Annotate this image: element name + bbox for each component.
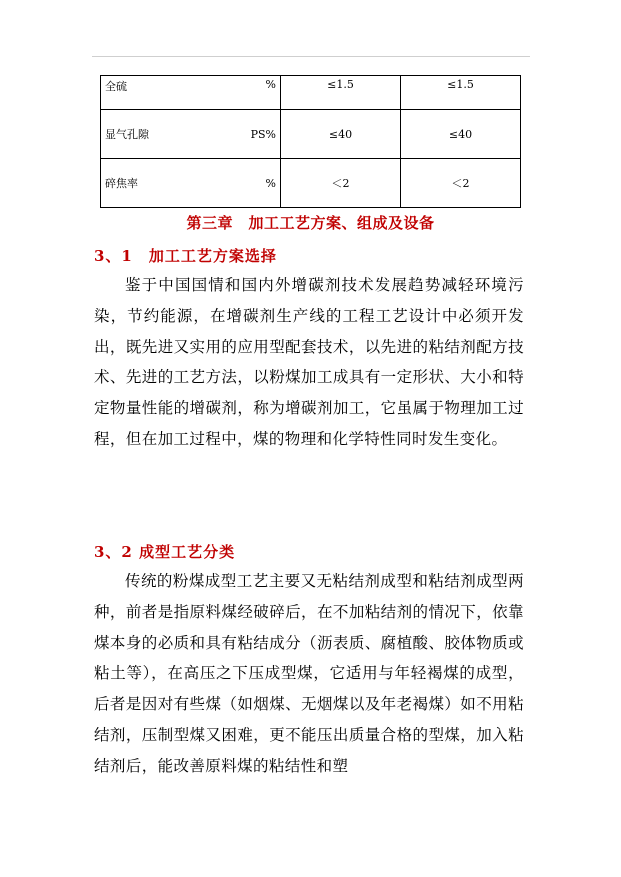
row-value-1: ＜2 (281, 159, 401, 208)
chapter-title: 第三章 加工工艺方案、组成及设备 (186, 214, 435, 232)
row-value-2: ＜2 (401, 159, 521, 208)
table-row (101, 110, 521, 159)
section-paragraph: 鉴于中国国情和国内外增碳剂技术发展趋势减轻环境污染，节约能源，在增碳剂生产线的工程工艺设计中必须开发出，既先进又实用的应用型配套技术，以先进的粘结剂配方技术、先进的工艺方法，以粉煤加工成具有一定形状、大小和特定物量性能的增碳剂，称为增碳剂加工，它虽属于物理加工过程，但在加工过程中，煤的物理和化学特性同时发生变化。 (94, 276, 524, 448)
section-heading: 3、1 加工工艺方案选择 (94, 247, 277, 265)
row-value-2: ≤40 (401, 110, 521, 159)
row-unit: % (207, 76, 281, 110)
row-name: 全硫 (101, 76, 207, 110)
spec-table (100, 75, 521, 208)
row-name: 显气孔隙 (101, 110, 207, 159)
row-unit: PS% (207, 110, 281, 159)
row-value-2: ≤1.5 (401, 76, 521, 110)
table-row (101, 76, 521, 110)
row-value-1: ≤40 (281, 110, 401, 159)
row-unit: % (207, 159, 281, 208)
section-paragraph: 传统的粉煤成型工艺主要又无粘结剂成型和粘结剂成型两种，前者是指原料煤经破碎后，在不加粘结剂的情况下，依靠煤本身的必质和具有粘结成分（沥表质、腐植酸、胶体物质或粘土等），在高压之下压成型煤，它适用与年轻褐煤的成型，后者是因对有些煤（如烟煤、无烟煤以及年老褐煤）如不用粘结剂，压制型煤又困难，更不能压出质量合格的型煤，加入粘结剂后，能改善原料煤的粘结性和塑 (94, 572, 524, 775)
row-value-1: ≤1.5 (281, 76, 401, 110)
row-name: 碎焦率 (101, 159, 207, 208)
section-heading: 3、2 成型工艺分类 (94, 543, 236, 561)
header-rule (92, 56, 530, 57)
table-row (101, 159, 521, 208)
